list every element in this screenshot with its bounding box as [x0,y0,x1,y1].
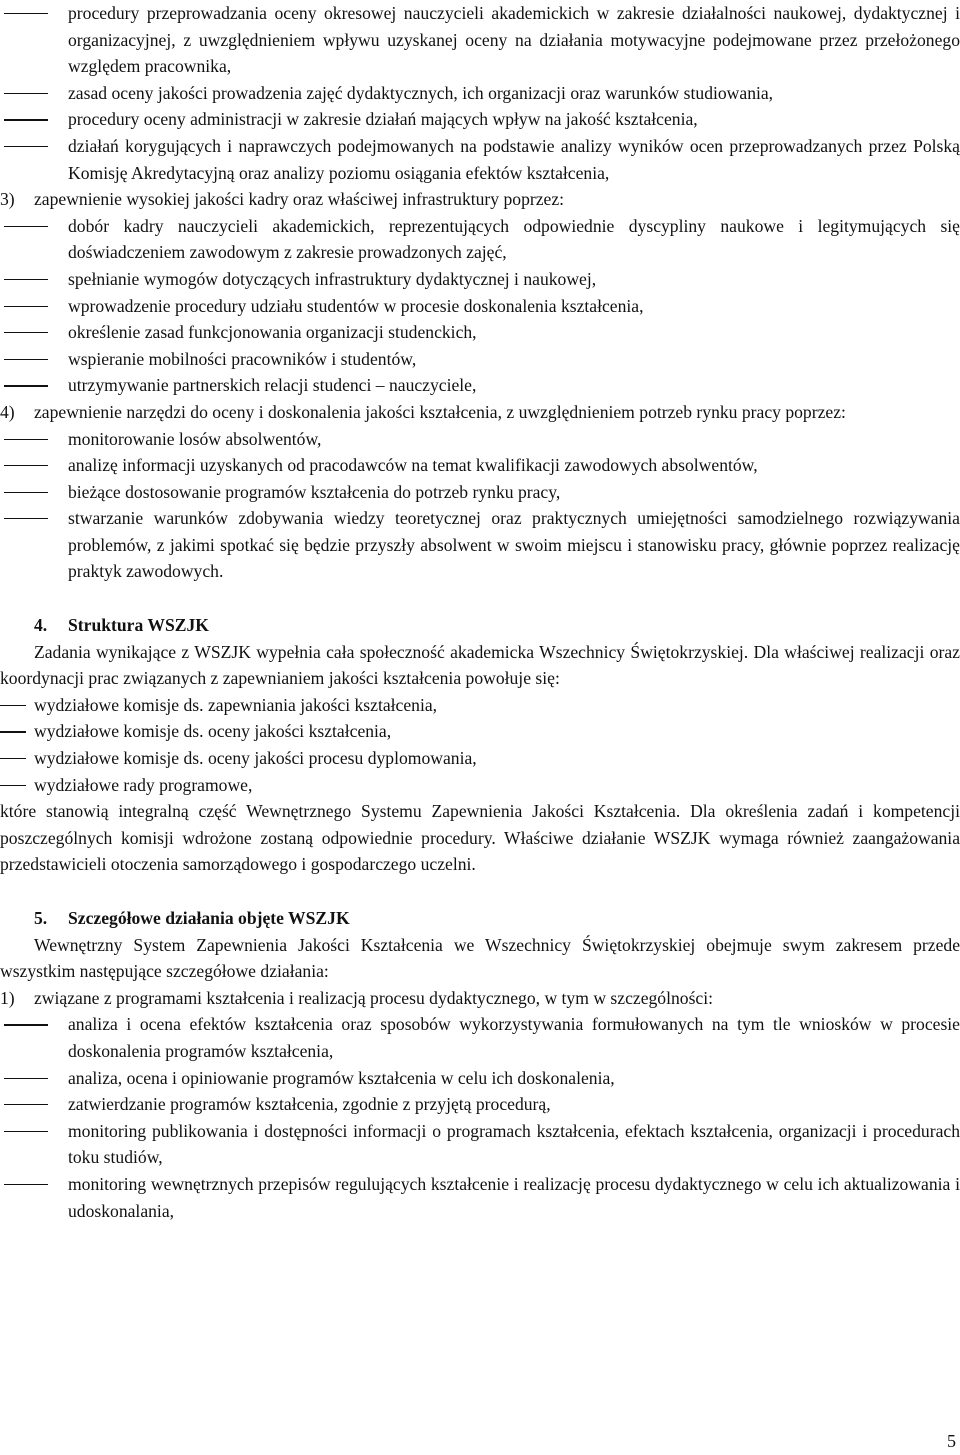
list-item: wspieranie mobilności pracowników i studentów, [0,346,960,373]
page-number: 5 [947,1431,956,1451]
section-paragraph: które stanowią integralną część Wewnętrznego Systemu Zapewnienia Jakości Kształcenia. Dla określenia zadań i kompetencji poszczególnych komisji wdrożone zostaną odpowiednie procedury. Właściwe działanie WSZJK wymaga również zaangażowania przedstawicieli otoczenia samorządowego i gospodarczego uczelni. [0,801,960,875]
section-number: 4. [34,615,48,636]
list-item: zasad oceny jakości prowadzenia zajęć dydaktycznych, ich organizacji oraz warunków studiowania, [0,80,960,107]
list-item: procedury przeprowadzania oceny okresowej nauczycieli akademickich w zakresie działalności naukowej, dydaktycznej i organizacyjnej, z uwzględnieniem wpływu uzyskanej oceny na działania motywacyjne podejmowane przez przełożonego względem pracownika, [0,0,960,80]
list-item: bieżące dostosowanie programów kształcenia do potrzeb rynku pracy, [0,479,960,506]
list-item: utrzymywanie partnerskich relacji studenci – nauczyciele, [0,372,960,399]
item-number: 4) [0,401,15,422]
item-number: 1) [0,987,15,1008]
section-number: 5. [34,908,48,928]
list-item: wydziałowe komisje ds. zapewniania jakości kształcenia, [0,692,960,719]
item3-sublist [0,213,960,399]
list-item: działań korygujących i naprawczych podejmowanych na podstawie analizy wyników ocen przeprowadzanych przez Polską Komisję Akredytacyjną oraz analizy poziomu osiągania efektów kształcenia, [0,133,960,186]
item-text: zapewnienie wysokiej jakości kadry oraz właściwej infrastruktury poprzez: [34,189,565,210]
list-item: dobór kadry nauczycieli akademickich, reprezentujących odpowiednie dyscypliny naukowe i legitymujących się doświadczeniem zawodowym z zakresie prowadzonych zajęć, [0,213,960,266]
list-item: monitoring wewnętrznych przepisów regulujących kształcenie i realizację procesu dydaktycznego w celu ich aktualizowania i udoskonalania, [0,1171,960,1224]
list-item: analizę informacji uzyskanych od pracodawców na temat kwalifikacji zawodowych absolwentów, [0,452,960,479]
numbered-item-4 [0,399,960,426]
list-item: spełnianie wymogów dotyczących infrastruktury dydaktycznej i naukowej, [0,266,960,293]
item-text: zapewnienie narzędzi do oceny i doskonalenia jakości kształcenia, z uwzględnieniem potrzeb rynku pracy poprzez: [34,401,846,422]
list-item: określenie zasad funkcjonowania organizacji studenckich, [0,319,960,346]
section-paragraph: Wewnętrzny System Zapewnienia Jakości Kształcenia we Wszechnicy Świętokrzyskiej obejmuje swym zakresem przede wszystkim następujące szczegółowe działania: [0,934,960,982]
list-item: analiza i ocena efektów kształcenia oraz sposobów wykorzystywania formułowanych na tym tle wniosków w procesie doskonalenia programów kształcenia, [0,1011,960,1064]
list-item: wydziałowe rady programowe, [0,772,960,799]
section5-sublist [0,1011,960,1224]
item4-sublist [0,426,960,586]
section-title: Struktura WSZJK [68,615,209,636]
item-text: związane z programami kształcenia i realizacją procesu dydaktycznego, w tym w szczególności: [34,987,714,1008]
list-item: monitorowanie losów absolwentów, [0,426,960,453]
section-heading [0,612,960,639]
list-item: wydziałowe komisje ds. oceny jakości procesu dyplomowania, [0,745,960,772]
top-list [0,0,960,186]
list-item: wydziałowe komisje ds. oceny jakości kształcenia, [0,718,960,745]
list-item: zatwierdzanie programów kształcenia, zgodnie z przyjętą procedurą, [0,1091,960,1118]
numbered-item-3 [0,186,960,213]
numbered-item-1 [0,985,960,1012]
item-number: 3) [0,189,15,210]
section-title: Szczegółowe działania objęte WSZJK [68,908,350,928]
list-item: wprowadzenie procedury udziału studentów w procesie doskonalenia kształcenia, [0,293,960,320]
section-heading [0,905,960,932]
list-item: monitoring publikowania i dostępności informacji o programach kształcenia, efektach kształcenia, organizacji i procedurach toku studiów, [0,1118,960,1171]
section4-list [0,692,960,798]
list-item: stwarzanie warunków zdobywania wiedzy teoretycznej oraz praktycznych umiejętności samodzielnego rozwiązywania problemów, z jakimi spotkać się będzie przyszły absolwent w swoim miejscu i stanowisku pracy, głównie poprzez realizację praktyk zawodowych. [0,505,960,585]
list-item: analiza, ocena i opiniowanie programów kształcenia w celu ich doskonalenia, [0,1065,960,1092]
section-paragraph: Zadania wynikające z WSZJK wypełnia cała społeczność akademicka Wszechnicy Świętokrzyskiej. Dla właściwej realizacji oraz koordynacji prac związanych z zapewnianiem jakości kształcenia powołuje się: [0,641,960,689]
list-item: procedury oceny administracji w zakresie działań mających wpływ na jakość kształcenia, [0,106,960,133]
